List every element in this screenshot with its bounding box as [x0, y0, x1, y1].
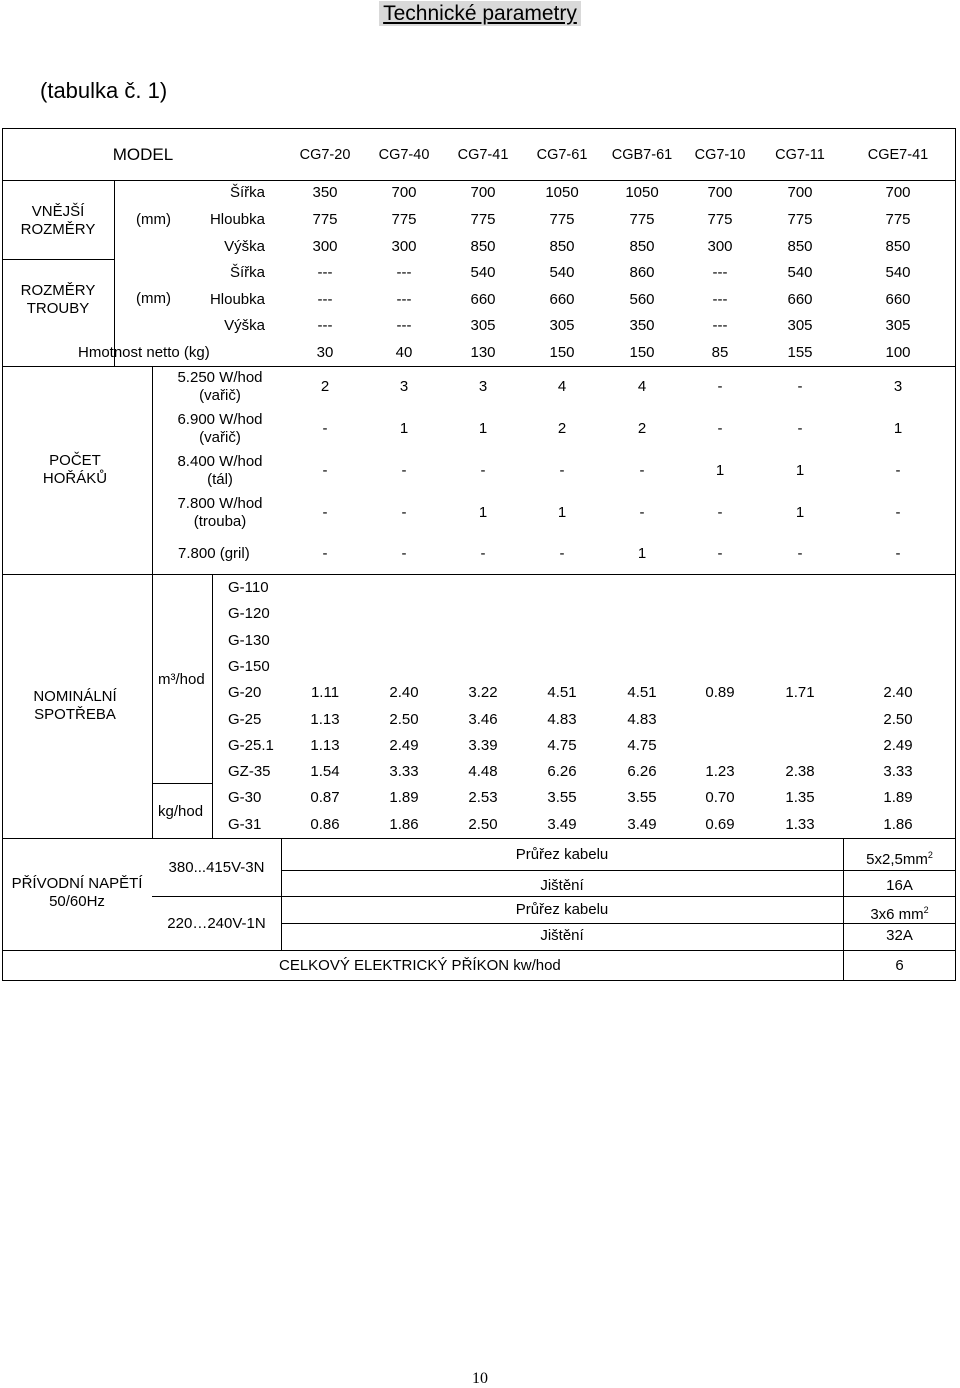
page-title-text: Technické parametry	[379, 1, 581, 26]
dim-value: 700	[885, 184, 911, 201]
dim-value: 850	[629, 238, 655, 255]
consumption-value: 3.55	[547, 789, 577, 806]
fuse-label: Jištění	[540, 927, 584, 944]
consumption-value: 0.69	[705, 816, 735, 833]
model-col-header: CG7-61	[536, 147, 588, 163]
dim-row-label: Hloubka	[209, 211, 265, 228]
voltage-label: 380...415V-3N	[168, 859, 265, 876]
consumption-value: 1.89	[389, 789, 419, 806]
oven-value: 350	[629, 317, 655, 334]
burner-value: -	[401, 545, 407, 562]
dim-value: 700	[707, 184, 733, 201]
cable-label: Průřez kabelu	[515, 846, 609, 863]
consumption-value: 2.50	[389, 711, 419, 728]
burner-value: -	[895, 545, 901, 562]
burner-value: 1	[399, 420, 409, 437]
burner-value: -	[717, 378, 723, 395]
gas-type-label: G-120	[228, 605, 270, 622]
total-power-label: CELKOVÝ ELEKTRICKÝ PŘÍKON kw/hod	[279, 957, 561, 974]
oven-value: 540	[470, 264, 496, 281]
burner-value: 2	[320, 378, 330, 395]
oven-value: 305	[470, 317, 496, 334]
oven-value: ---	[712, 264, 728, 281]
consumption-value: 4.83	[547, 711, 577, 728]
burner-value: -	[895, 504, 901, 521]
weight-value: 155	[787, 344, 813, 361]
consumption-value: 2.40	[389, 684, 419, 701]
consumption-value: 1.86	[389, 816, 419, 833]
consumption-value: 1.13	[310, 737, 340, 754]
consumption-value: 2.53	[468, 789, 498, 806]
oven-value: 540	[885, 264, 911, 281]
line-supply-row2	[281, 896, 956, 897]
table-caption: (tabulka č. 1)	[40, 78, 168, 103]
consumption-value: 3.46	[468, 711, 498, 728]
burner-value: -	[717, 420, 723, 437]
weight-value: 85	[711, 344, 729, 361]
oven-value: ---	[317, 264, 333, 281]
burner-value: 3	[399, 378, 409, 395]
consumption-value: 1.33	[785, 816, 815, 833]
gas-type-label: G-110	[228, 579, 269, 596]
cable-value	[843, 846, 956, 869]
line-consumption-top	[2, 574, 956, 575]
line-burner-left	[152, 366, 153, 838]
burner-value: -	[480, 545, 486, 562]
burner-value: 1	[893, 420, 903, 437]
oven-value: ---	[317, 291, 333, 308]
oven-dims-label-text: ROZMĚRY TROUBY	[20, 282, 96, 317]
cable-label: Průřez kabelu	[515, 901, 609, 918]
consumption-value: 4.51	[627, 684, 657, 701]
line-dims-split	[2, 259, 114, 260]
oven-value: ---	[317, 317, 333, 334]
burner-value: -	[797, 378, 803, 395]
oven-value: 305	[549, 317, 575, 334]
cable-value-text: 5x2,5mm	[866, 851, 928, 868]
consumption-value: 4.75	[627, 737, 657, 754]
gas-type-label: G-25.1	[228, 737, 274, 754]
burner-value: 4	[637, 378, 647, 395]
oven-row-label: Šířka	[229, 264, 265, 281]
burner-value: -	[797, 545, 803, 562]
supply-label	[4, 875, 150, 911]
dim-value: 700	[391, 184, 417, 201]
burner-value: -	[322, 420, 328, 437]
consumption-value: 2.40	[883, 684, 913, 701]
consumption-label-text: NOMINÁLNÍ SPOTŘEBA	[33, 688, 117, 723]
dim-value: 300	[707, 238, 733, 255]
oven-value: 660	[470, 291, 496, 308]
oven-dims-label	[8, 282, 108, 318]
oven-value: 660	[885, 291, 911, 308]
burner-value: -	[717, 504, 723, 521]
dim-value: 775	[549, 211, 575, 228]
burner-value: 1	[478, 504, 488, 521]
line-supply-top	[2, 838, 956, 839]
consumption-value: 0.89	[705, 684, 735, 701]
weight-value: 150	[549, 344, 575, 361]
burner-value: 1	[478, 420, 488, 437]
consumption-value: 1.35	[785, 789, 815, 806]
dim-value: 700	[470, 184, 496, 201]
consumption-value: 2.38	[785, 763, 815, 780]
fuse-value: 32A	[886, 927, 913, 944]
consumption-value: 1.86	[883, 816, 913, 833]
burner-value: -	[480, 462, 486, 479]
consumption-value: 0.87	[310, 789, 340, 806]
weight-value: 40	[395, 344, 413, 361]
burners-label-text: POČET HOŘÁKŮ	[42, 452, 108, 487]
oven-value: 660	[787, 291, 813, 308]
supply-label-text: PŘÍVODNÍ NAPĚTÍ 50/60Hz	[11, 875, 143, 910]
fuse-value: 16A	[886, 877, 913, 894]
weight-label: Hmotnost netto (kg)	[78, 344, 210, 361]
burner-value: -	[639, 504, 645, 521]
burner-value: -	[797, 420, 803, 437]
oven-row-label: Výška	[224, 317, 265, 334]
oven-value: 560	[629, 291, 655, 308]
total-power-value: 6	[895, 957, 904, 974]
consumption-value: 1.13	[310, 711, 340, 728]
burners-label	[20, 452, 130, 488]
consumption-value: 1.54	[310, 763, 340, 780]
oven-value: ---	[396, 317, 412, 334]
model-col-header: CGB7-61	[611, 147, 673, 163]
line-header-bottom	[2, 180, 956, 181]
burner-row-label: 7.800 W/hod (trouba)	[177, 495, 263, 530]
voltage-label: 220…240V-1N	[167, 915, 266, 932]
burner-value: -	[322, 504, 328, 521]
burner-value: 1	[637, 545, 647, 562]
line-burners-top	[2, 366, 956, 367]
oven-value: 305	[885, 317, 911, 334]
consumption-value: 1.23	[705, 763, 735, 780]
burner-value: 4	[557, 378, 567, 395]
consumption-value: 1.89	[883, 789, 913, 806]
consumption-value: 3.33	[883, 763, 913, 780]
consumption-value: 3.55	[627, 789, 657, 806]
consumption-value: 6.26	[627, 763, 657, 780]
gas-type-label: G-130	[228, 632, 270, 649]
oven-value: 860	[629, 264, 655, 281]
oven-value: 305	[787, 317, 813, 334]
consumption-value: 3.22	[468, 684, 498, 701]
burner-value: -	[895, 462, 901, 479]
line-kg-split	[152, 783, 212, 784]
cable-value	[843, 901, 956, 924]
oven-value: 540	[787, 264, 813, 281]
consumption-value: 6.26	[547, 763, 577, 780]
line-volt-split	[152, 896, 281, 897]
consumption-value: 1.71	[785, 684, 815, 701]
weight-value: 30	[316, 344, 334, 361]
oven-value: ---	[712, 317, 728, 334]
dim-value: 775	[707, 211, 733, 228]
burner-value: -	[401, 462, 407, 479]
gas-type-label: G-25	[228, 711, 262, 728]
gas-type-label: G-31	[228, 816, 262, 833]
unit-kg: kg/hod	[158, 803, 204, 820]
fuse-label: Jištění	[540, 877, 584, 894]
burner-row-label: 5.250 W/hod (vařič)	[177, 369, 263, 404]
burner-value: 3	[893, 378, 903, 395]
model-col-header: CG7-10	[694, 147, 746, 163]
consumption-value: 4.48	[468, 763, 498, 780]
weight-value: 100	[885, 344, 911, 361]
dim-row-label: Šířka	[229, 184, 265, 201]
dim-row-label: Výška	[224, 238, 265, 255]
model-col-header: CG7-11	[775, 147, 825, 163]
oven-value: ---	[396, 264, 412, 281]
consumption-value: 2.50	[468, 816, 498, 833]
consumption-value: 3.39	[468, 737, 498, 754]
consumption-label	[20, 688, 130, 724]
unit-m3: m³/hod	[158, 671, 205, 688]
dim-value: 1050	[625, 184, 659, 201]
outer-dims-unit: (mm)	[136, 211, 171, 228]
gas-type-label: G-150	[228, 658, 270, 675]
dim-value: 300	[312, 238, 338, 255]
dim-value: 775	[787, 211, 813, 228]
dim-value: 850	[885, 238, 911, 255]
burner-row-label: 7.800 (gril)	[178, 545, 250, 562]
cable-value-text: 3x6 mm	[870, 906, 924, 923]
model-col-header: CG7-40	[378, 147, 430, 163]
burner-row-label: 8.400 W/hod (tál)	[177, 453, 263, 488]
dim-value: 775	[312, 211, 338, 228]
dim-value: 1050	[545, 184, 579, 201]
gas-type-label: GZ-35	[228, 763, 271, 780]
consumption-value: 4.75	[547, 737, 577, 754]
line-gas-left	[212, 574, 213, 838]
line-supply-row1	[281, 870, 956, 871]
weight-value: 130	[470, 344, 496, 361]
burner-value: 3	[478, 378, 488, 395]
model-header: MODEL	[112, 145, 174, 164]
consumption-value: 4.83	[627, 711, 657, 728]
weight-value: 150	[629, 344, 655, 361]
dim-value: 850	[787, 238, 813, 255]
outer-dims-label	[8, 203, 108, 239]
dim-value: 300	[391, 238, 417, 255]
burner-value: 1	[795, 504, 805, 521]
dim-value: 775	[629, 211, 655, 228]
outer-dims-label-text: VNĚJŠÍ ROZMĚRY	[20, 203, 96, 238]
consumption-value: 3.33	[389, 763, 419, 780]
dim-value: 775	[885, 211, 911, 228]
consumption-value: 2.50	[883, 711, 913, 728]
consumption-value: 4.51	[547, 684, 577, 701]
page-number: 10	[472, 1370, 488, 1387]
model-col-header: CG7-41	[457, 147, 509, 163]
consumption-value: 2.49	[389, 737, 419, 754]
consumption-value: 1.11	[310, 684, 340, 701]
oven-row-label: Hloubka	[209, 291, 265, 308]
burner-value: -	[559, 545, 565, 562]
dim-value: 775	[470, 211, 496, 228]
dim-value: 850	[549, 238, 575, 255]
consumption-value: 2.49	[883, 737, 913, 754]
burner-value: -	[717, 545, 723, 562]
line-col-left	[114, 180, 115, 366]
cable-value-sup: 2	[923, 905, 929, 915]
gas-type-label: G-30	[228, 789, 262, 806]
dim-value: 700	[787, 184, 813, 201]
dim-value: 850	[470, 238, 496, 255]
line-total-top	[2, 950, 956, 951]
oven-value: 540	[549, 264, 575, 281]
burner-value: -	[401, 504, 407, 521]
burner-value: 1	[795, 462, 805, 479]
oven-value: ---	[396, 291, 412, 308]
oven-value: 660	[549, 291, 575, 308]
burner-value: -	[639, 462, 645, 479]
page-title	[0, 2, 960, 26]
burner-value: 2	[637, 420, 647, 437]
burner-value: 1	[715, 462, 725, 479]
model-col-header: CG7-20	[299, 147, 351, 163]
consumption-value: 3.49	[627, 816, 657, 833]
burner-value: 2	[557, 420, 567, 437]
burner-value: -	[559, 462, 565, 479]
consumption-value: 0.86	[310, 816, 340, 833]
oven-value: ---	[712, 291, 728, 308]
consumption-value: 0.70	[705, 789, 735, 806]
oven-dims-unit: (mm)	[136, 290, 171, 307]
dim-value: 350	[312, 184, 338, 201]
dim-value: 775	[391, 211, 417, 228]
burner-value: -	[322, 462, 328, 479]
burner-value: -	[322, 545, 328, 562]
burner-row-label: 6.900 W/hod (vařič)	[177, 411, 263, 446]
model-col-header: CGE7-41	[867, 147, 929, 163]
consumption-value: 3.49	[547, 816, 577, 833]
burner-value: 1	[557, 504, 567, 521]
gas-type-label: G-20	[228, 684, 262, 701]
cable-value-sup: 2	[927, 850, 933, 860]
